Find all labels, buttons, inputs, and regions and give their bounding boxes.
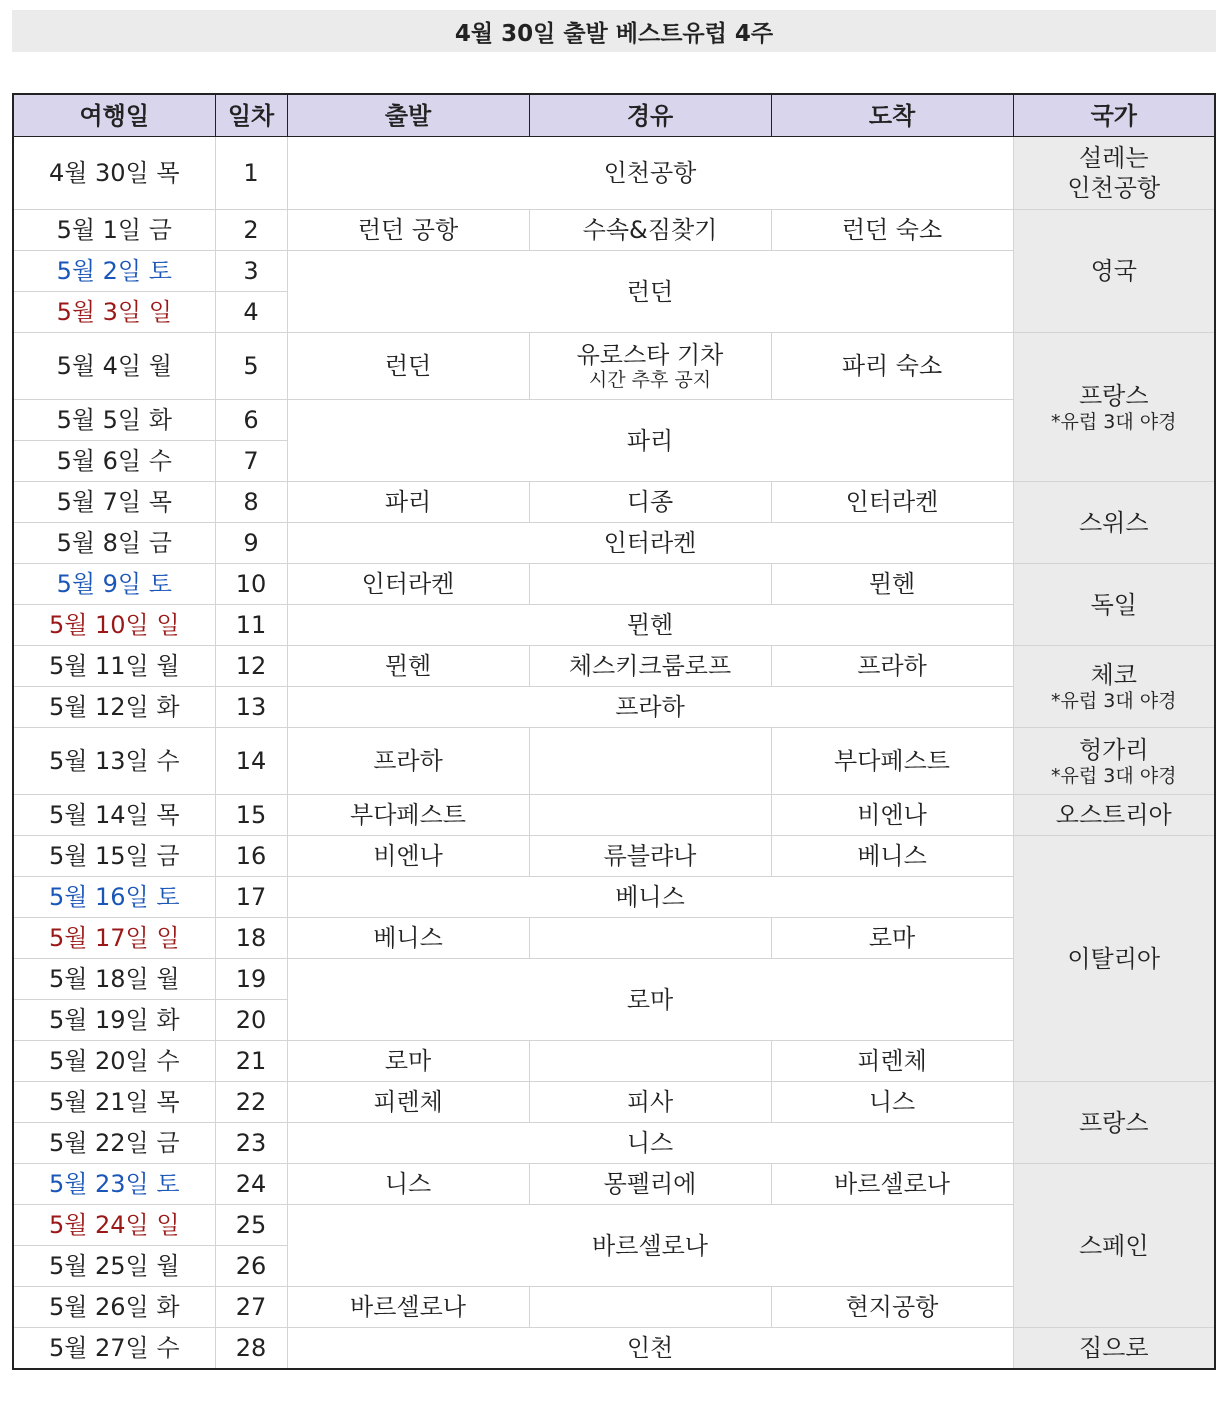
- location-cell: 인천공항: [287, 137, 1013, 210]
- day-number: 25: [215, 1205, 287, 1246]
- header-depart: 출발: [287, 94, 529, 137]
- country-note: *유럽 3대 야경: [1051, 690, 1177, 713]
- date-cell: 5월 10일 일: [13, 605, 215, 646]
- depart-cell: 파리: [287, 482, 529, 523]
- date-cell: 5월 14일 목: [13, 795, 215, 836]
- table-row: [13, 137, 1215, 210]
- arrive-cell: 비엔나: [771, 795, 1013, 836]
- via-cell: 수속&짐찾기: [529, 210, 771, 251]
- depart-cell: 런던: [287, 333, 529, 400]
- day-number: 11: [215, 605, 287, 646]
- depart-cell: 바르셀로나: [287, 1287, 529, 1328]
- day-number: 20: [215, 1000, 287, 1041]
- arrive-cell: 바르셀로나: [771, 1164, 1013, 1205]
- date-cell: 5월 16일 토: [13, 877, 215, 918]
- date-cell: 5월 7일 목: [13, 482, 215, 523]
- day-number: 8: [215, 482, 287, 523]
- date-cell: 5월 13일 수: [13, 728, 215, 795]
- header-via: 경유: [529, 94, 771, 137]
- header-date: 여행일: [13, 94, 215, 137]
- via-cell: 몽펠리에: [529, 1164, 771, 1205]
- via-cell: 피사: [529, 1082, 771, 1123]
- date-cell: 5월 1일 금: [13, 210, 215, 251]
- location-cell: 파리: [287, 400, 1013, 482]
- arrive-cell: 파리 숙소: [771, 333, 1013, 400]
- date-cell: 5월 15일 금: [13, 836, 215, 877]
- table-row: [13, 646, 1215, 687]
- location-cell: 런던: [287, 251, 1013, 333]
- via-cell: 류블랴나: [529, 836, 771, 877]
- date-cell: 5월 5일 화: [13, 400, 215, 441]
- page-title: 4월 30일 출발 베스트유럽 4주: [12, 10, 1216, 52]
- location-cell: 베니스: [287, 877, 1013, 918]
- depart-cell: 비엔나: [287, 836, 529, 877]
- country-cell: 프랑스: [1013, 1082, 1215, 1164]
- via-cell: 디종: [529, 482, 771, 523]
- via-cell: [529, 1287, 771, 1328]
- day-number: 28: [215, 1328, 287, 1370]
- date-cell: 5월 20일 수: [13, 1041, 215, 1082]
- depart-cell: 피렌체: [287, 1082, 529, 1123]
- depart-cell: 프라하: [287, 728, 529, 795]
- day-number: 4: [215, 292, 287, 333]
- location-cell: 니스: [287, 1123, 1013, 1164]
- day-number: 27: [215, 1287, 287, 1328]
- date-cell: 5월 17일 일: [13, 918, 215, 959]
- country-line: 인천공항: [1067, 174, 1161, 202]
- country-cell: 스위스: [1013, 482, 1215, 564]
- country-note: *유럽 3대 야경: [1051, 410, 1177, 433]
- location-cell: 인천: [287, 1328, 1013, 1370]
- arrive-cell: 프라하: [771, 646, 1013, 687]
- table-row: [13, 210, 1215, 251]
- day-number: 10: [215, 564, 287, 605]
- day-number: 26: [215, 1246, 287, 1287]
- location-cell: 바르셀로나: [287, 1205, 1013, 1287]
- table-row: [13, 728, 1215, 795]
- country-name: 체코: [1090, 661, 1137, 690]
- table-row: [13, 1082, 1215, 1123]
- header-row: [13, 94, 1215, 137]
- country-name: 헝가리: [1078, 735, 1149, 764]
- table-row: [13, 482, 1215, 523]
- date-cell: 5월 4일 월: [13, 333, 215, 400]
- date-cell: 5월 25일 월: [13, 1246, 215, 1287]
- table-row: [13, 564, 1215, 605]
- date-cell: 5월 22일 금: [13, 1123, 215, 1164]
- day-number: 24: [215, 1164, 287, 1205]
- country-cell: 독일: [1013, 564, 1215, 646]
- day-number: 1: [215, 137, 287, 210]
- header-country: 국가: [1013, 94, 1215, 137]
- location-cell: 뮌헨: [287, 605, 1013, 646]
- date-cell: 5월 2일 토: [13, 251, 215, 292]
- via-cell: [529, 795, 771, 836]
- location-cell: 프라하: [287, 687, 1013, 728]
- via-cell: [529, 333, 771, 400]
- country-cell: 이탈리아: [1013, 836, 1215, 1082]
- via-cell: [529, 918, 771, 959]
- country-cell: [1013, 137, 1215, 210]
- table-row: [13, 795, 1215, 836]
- day-number: 9: [215, 523, 287, 564]
- arrive-cell: 피렌체: [771, 1041, 1013, 1082]
- arrive-cell: 인터라켄: [771, 482, 1013, 523]
- via-cell: [529, 564, 771, 605]
- country-cell: [1013, 728, 1215, 795]
- country-line: 설레는: [1078, 144, 1149, 172]
- table-row: [13, 1164, 1215, 1205]
- arrive-cell: 베니스: [771, 836, 1013, 877]
- day-number: 21: [215, 1041, 287, 1082]
- day-number: 12: [215, 646, 287, 687]
- country-cell: 집으로: [1013, 1328, 1215, 1370]
- arrive-cell: 니스: [771, 1082, 1013, 1123]
- day-number: 19: [215, 959, 287, 1000]
- date-cell: 5월 23일 토: [13, 1164, 215, 1205]
- date-cell: 5월 8일 금: [13, 523, 215, 564]
- country-cell: [1013, 646, 1215, 728]
- country-name: 프랑스: [1078, 381, 1149, 410]
- via-cell: [529, 728, 771, 795]
- country-cell: 영국: [1013, 210, 1215, 333]
- day-number: 6: [215, 400, 287, 441]
- day-number: 3: [215, 251, 287, 292]
- date-cell: 5월 12일 화: [13, 687, 215, 728]
- day-number: 15: [215, 795, 287, 836]
- location-cell: 로마: [287, 959, 1013, 1041]
- date-cell: 5월 19일 화: [13, 1000, 215, 1041]
- country-cell: [1013, 333, 1215, 482]
- day-number: 17: [215, 877, 287, 918]
- date-cell: 5월 11일 월: [13, 646, 215, 687]
- via-cell: [529, 1041, 771, 1082]
- day-number: 13: [215, 687, 287, 728]
- arrive-cell: 부다페스트: [771, 728, 1013, 795]
- depart-cell: 로마: [287, 1041, 529, 1082]
- date-cell: 4월 30일 목: [13, 137, 215, 210]
- depart-cell: 부다페스트: [287, 795, 529, 836]
- table-row: [13, 1328, 1215, 1370]
- arrive-cell: 로마: [771, 918, 1013, 959]
- depart-cell: 니스: [287, 1164, 529, 1205]
- day-number: 18: [215, 918, 287, 959]
- date-cell: 5월 18일 월: [13, 959, 215, 1000]
- date-cell: 5월 3일 일: [13, 292, 215, 333]
- country-cell: 스페인: [1013, 1164, 1215, 1328]
- depart-cell: 인터라켄: [287, 564, 529, 605]
- location-cell: 인터라켄: [287, 523, 1013, 564]
- arrive-cell: 뮌헨: [771, 564, 1013, 605]
- depart-cell: 런던 공항: [287, 210, 529, 251]
- day-number: 5: [215, 333, 287, 400]
- itinerary-table: [12, 93, 1216, 1370]
- date-cell: 5월 24일 일: [13, 1205, 215, 1246]
- table-row: [13, 836, 1215, 877]
- via-cell: 체스키크룸로프: [529, 646, 771, 687]
- header-arrive: 도착: [771, 94, 1013, 137]
- header-day: 일차: [215, 94, 287, 137]
- via-main: 유로스타 기차: [576, 341, 724, 370]
- date-cell: 5월 6일 수: [13, 441, 215, 482]
- arrive-cell: 현지공항: [771, 1287, 1013, 1328]
- date-cell: 5월 27일 수: [13, 1328, 215, 1370]
- date-cell: 5월 21일 목: [13, 1082, 215, 1123]
- country-cell: 오스트리아: [1013, 795, 1215, 836]
- day-number: 14: [215, 728, 287, 795]
- date-cell: 5월 9일 토: [13, 564, 215, 605]
- depart-cell: 뮌헨: [287, 646, 529, 687]
- arrive-cell: 런던 숙소: [771, 210, 1013, 251]
- day-number: 7: [215, 441, 287, 482]
- via-subnote: 시간 추후 공지: [588, 369, 712, 392]
- day-number: 16: [215, 836, 287, 877]
- date-cell: 5월 26일 화: [13, 1287, 215, 1328]
- table-row: [13, 333, 1215, 400]
- country-note: *유럽 3대 야경: [1051, 764, 1177, 787]
- depart-cell: 베니스: [287, 918, 529, 959]
- day-number: 22: [215, 1082, 287, 1123]
- day-number: 2: [215, 210, 287, 251]
- day-number: 23: [215, 1123, 287, 1164]
